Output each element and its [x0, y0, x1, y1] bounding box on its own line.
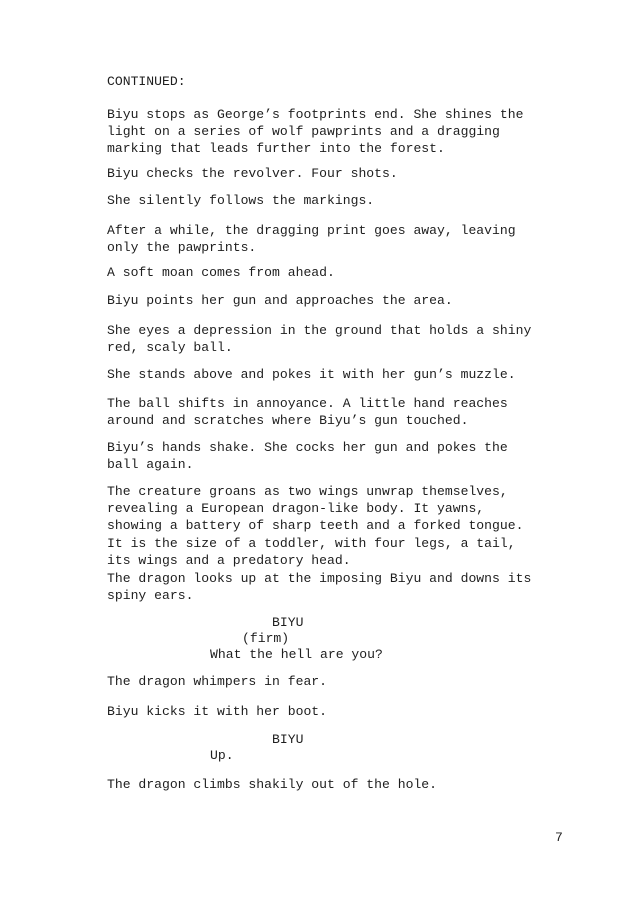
- character-name: BIYU: [272, 615, 304, 630]
- action-paragraph: After a while, the dragging print goes away, leaving only the pawprints.: [107, 223, 516, 256]
- action-paragraph: The dragon climbs shakily out of the hole.: [107, 777, 438, 792]
- action-paragraph: She stands above and pokes it with her gun’s muzzle.: [107, 367, 516, 382]
- action-paragraph: Biyu’s hands shake. She cocks her gun and pokes the ball again.: [107, 440, 508, 473]
- action-paragraph: The dragon looks up at the imposing Biyu and downs its spiny ears.: [107, 571, 532, 604]
- character-name: BIYU: [272, 732, 304, 747]
- dialogue-line: What the hell are you?: [210, 647, 383, 662]
- action-paragraph: The creature groans as two wings unwrap themselves, revealing a European dragon-like body. It yawns, showing a battery of sharp teeth and a forked tongue. It is the size of a toddler, with four legs, a tail, its wings and a predatory head.: [107, 484, 524, 568]
- dialogue-line: Up.: [210, 748, 234, 763]
- action-paragraph: The ball shifts in annoyance. A little hand reaches around and scratches where Biyu’s gun touched.: [107, 396, 508, 429]
- parenthetical: (firm): [242, 631, 290, 646]
- action-paragraph: She silently follows the markings.: [107, 193, 375, 208]
- action-paragraph: Biyu stops as George’s footprints end. She shines the light on a series of wolf pawprints and a dragging marking that leads further into the forest.: [107, 107, 524, 157]
- page-number: 7: [555, 830, 563, 845]
- continued-header: CONTINUED:: [107, 74, 186, 89]
- action-paragraph: Biyu points her gun and approaches the area.: [107, 293, 453, 308]
- action-paragraph: She eyes a depression in the ground that holds a shiny red, scaly ball.: [107, 323, 532, 356]
- action-paragraph: The dragon whimpers in fear.: [107, 674, 328, 689]
- action-paragraph: Biyu checks the revolver. Four shots.: [107, 166, 398, 181]
- action-paragraph: A soft moan comes from ahead.: [107, 265, 335, 280]
- action-paragraph: Biyu kicks it with her boot.: [107, 704, 328, 719]
